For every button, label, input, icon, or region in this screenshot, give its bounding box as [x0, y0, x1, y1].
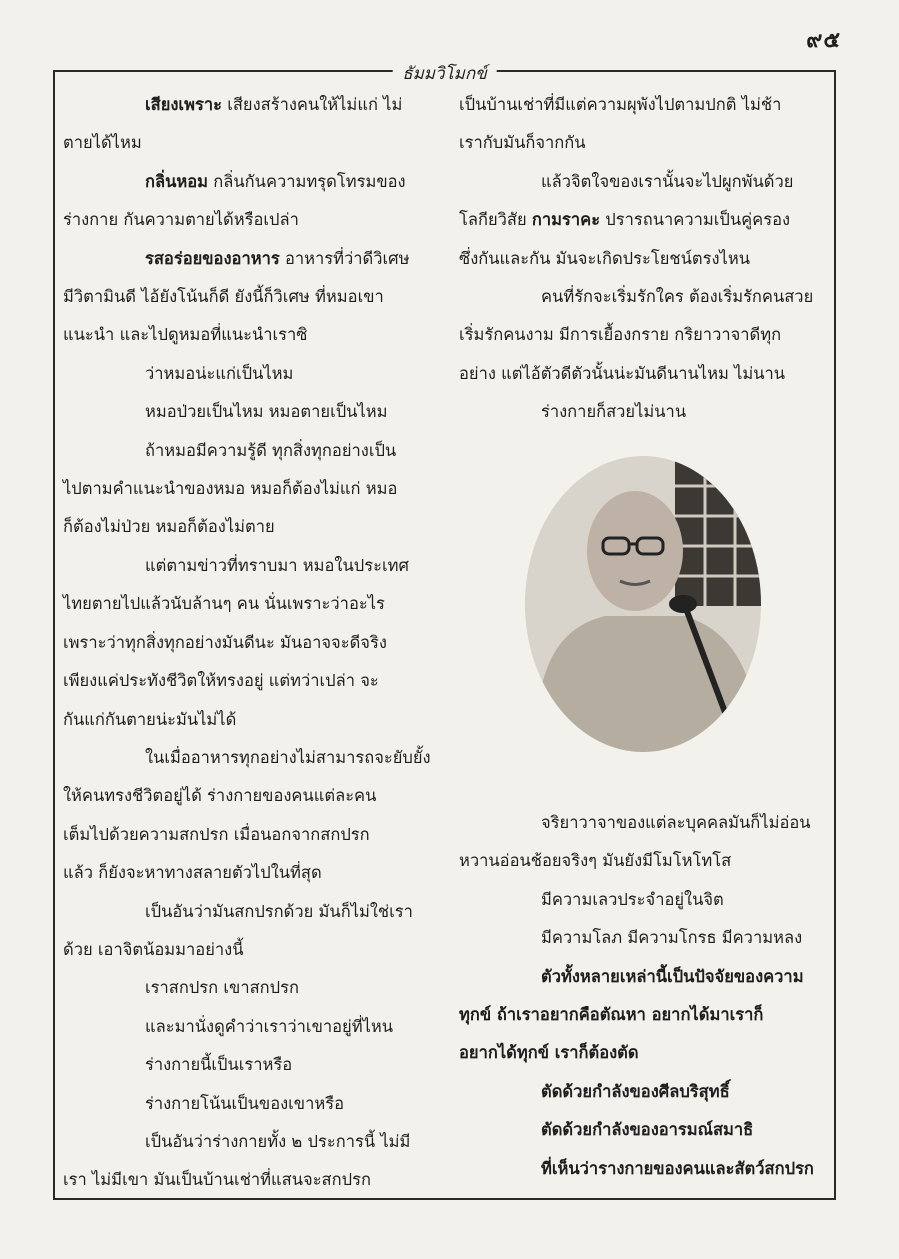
text-span: หมอป่วยเป็นไหม หมอตายเป็นไหม	[145, 402, 388, 422]
text-span: ร่างกายก็สวยไม่นาน	[541, 402, 687, 422]
text-line	[459, 1073, 831, 1111]
text-line	[63, 278, 441, 316]
text-span: ปรารถนาความเป็นคู่ครอง	[600, 210, 791, 230]
text-line	[63, 893, 441, 931]
text-span: โลกียวิสัย	[459, 210, 532, 230]
text-span: ก็ต้องไม่ป่วย หมอก็ต้องไม่ตาย	[63, 517, 275, 537]
text-line	[459, 163, 831, 201]
text-line	[63, 355, 441, 393]
text-line	[459, 316, 831, 354]
bold-term: ทุกข์ ถ้าเราอยากคือตัณหา อยากได้มาเราก็	[459, 1005, 764, 1025]
text-line	[459, 355, 831, 393]
text-span: แล้วจิตใจของเรานั้นจะไปผูกพันด้วย	[541, 171, 794, 191]
text-span: มีความโลภ มีความโกรธ มีความหลง	[541, 928, 803, 948]
text-line	[459, 996, 831, 1034]
text-line	[63, 1046, 441, 1084]
text-span: เรา ไม่มีเขา มันเป็นบ้านเช่าที่แสนจะสกปรก	[63, 1170, 371, 1190]
text-line	[459, 124, 831, 162]
text-span: เต็มไปด้วยความสกปรก เมื่อนอกจากสกปรก	[63, 824, 370, 844]
text-line	[63, 701, 441, 739]
text-span: ด้วย เอาจิตน้อมมาอย่างนี้	[63, 939, 244, 959]
text-line	[63, 624, 441, 662]
text-span: และมานั่งดูคำว่าเราว่าเขาอยู่ที่ไหน	[145, 1016, 394, 1036]
bold-term: กลิ่นหอม	[145, 171, 209, 191]
bold-term: เสียงเพราะ	[145, 95, 222, 114]
text-span: ร่างกาย กันความตายได้หรือเปล่า	[63, 210, 299, 230]
text-span: ถ้าหมอมีความรู้ดี ทุกสิ่งทุกอย่างเป็น	[145, 440, 397, 460]
text-line	[63, 547, 441, 585]
text-line	[63, 1123, 441, 1161]
monk-portrait-image	[525, 456, 761, 752]
bold-term: รสอร่อยของอาหาร	[145, 248, 280, 268]
text-line	[459, 958, 831, 996]
right-column-top	[459, 86, 831, 432]
right-column-bottom	[459, 804, 831, 1188]
text-line	[459, 240, 831, 278]
left-column	[63, 86, 441, 1200]
text-line	[63, 1008, 441, 1046]
bold-term: ตัวทั้งหลายเหล่านี้เป็นปัจจัยของความ	[541, 966, 804, 986]
bold-term: อยากได้ทุกข์ เราก็ต้องตัด	[459, 1043, 639, 1063]
text-span: ว่าหมอน่ะแก่เป็นไหม	[145, 363, 294, 383]
text-span: คนที่รักจะเริ่มรักใคร ต้องเริ่มรักคนสวย	[541, 287, 814, 307]
text-line	[459, 1150, 831, 1188]
text-line	[63, 931, 441, 969]
text-span: แล้ว ก็ยังจะหาทางสลายตัวไปในที่สุด	[63, 863, 322, 883]
text-span: แต่ตามข่าวที่ทราบมา หมอในประเทศ	[145, 555, 409, 575]
text-line	[63, 432, 441, 470]
text-line	[63, 201, 441, 239]
text-line	[459, 86, 831, 124]
text-line	[63, 86, 441, 124]
text-line	[459, 201, 831, 239]
text-line	[63, 969, 441, 1007]
page-number: ๙๕	[806, 28, 841, 53]
text-line	[63, 816, 441, 854]
text-span: ร่างกายนี้เป็นเราหรือ	[145, 1055, 293, 1075]
text-line	[63, 1085, 441, 1123]
page-frame	[53, 64, 836, 1200]
text-line	[63, 1161, 441, 1199]
text-span: กลิ่นกันความทรุดโทรมของ	[208, 171, 406, 191]
text-line	[459, 1034, 831, 1072]
text-span: ร่างกายโน้นเป็นของเขาหรือ	[145, 1093, 344, 1113]
text-span: เริ่มรักคนงาม มีการเยื้องกราย กริยาวาจาดีทุก	[459, 325, 782, 345]
text-span: เราสกปรก เขาสกปรก	[145, 978, 299, 998]
text-span: ไทยตายไปแล้วนับล้านๆ คน นั่นเพราะว่าอะไร	[63, 594, 385, 614]
text-line	[459, 278, 831, 316]
text-line	[63, 854, 441, 892]
text-span: จริยาวาจาของแต่ละบุคคลมันก็ไม่อ่อน	[541, 813, 811, 832]
text-span: ให้คนทรงชีวิตอยู่ได้ ร่างกายของคนแต่ละคน	[63, 786, 377, 806]
text-line	[63, 316, 441, 354]
text-span: ไปตามคำแนะนำของหมอ หมอก็ต้องไม่แก่ หมอ	[63, 479, 398, 499]
text-line	[63, 585, 441, 623]
text-span: แนะนำ และไปดูหมอที่แนะนำเราซิ	[63, 325, 308, 345]
text-line	[63, 662, 441, 700]
text-span: อย่าง แต่ไอ้ตัวดีตัวนั้นน่ะมันดีนานไหม ไม่นาน	[459, 363, 786, 383]
text-span: อาหารที่ว่าดีวิเศษ	[279, 248, 410, 268]
text-line	[459, 804, 831, 842]
text-span: มีวิตามินดี ไอ้ยังโน้นก็ดี ยังนี้ก็วิเศษ ที่หมอเขา	[63, 287, 384, 307]
text-line	[459, 881, 831, 919]
text-line	[63, 508, 441, 546]
text-line	[63, 777, 441, 815]
text-line	[63, 124, 441, 162]
bold-term: ตัดด้วยกำลังของอารมณ์สมาธิ	[541, 1120, 754, 1140]
bold-term: กามราคะ	[531, 210, 601, 230]
text-span: เพียงแค่ประทังชีวิตให้ทรงอยู่ แต่ทว่าเปล่า จะ	[63, 671, 379, 691]
text-span: กันแก่กันตายน่ะมันไม่ได้	[63, 709, 237, 729]
text-span: มีความเลวประจำอยู่ในจิต	[541, 889, 724, 909]
text-line	[63, 393, 441, 431]
bold-term: ที่เห็นว่ารางกายของคนและสัตว์สกปรก	[541, 1158, 814, 1178]
text-span: เป็นอันว่ามันสกปรกด้วย มันก็ไม่ใช่เรา	[145, 901, 413, 921]
text-span: ตายได้ไหม	[63, 133, 142, 153]
text-span: เป็นบ้านเช่าที่มีแต่ความผุพังไปตามปกติ ไม่ช้า	[459, 95, 782, 114]
text-line	[63, 163, 441, 201]
text-span: ซึ่งกันและกัน มันจะเกิดประโยชน์ตรงไหน	[459, 248, 750, 268]
text-span: เป็นอันว่าร่างกายทั้ง ๒ ประการนี้ ไม่มี	[145, 1131, 411, 1151]
text-line	[63, 739, 441, 777]
bold-term: ตัดด้วยกำลังของศีลบริสุทธิ์	[541, 1081, 730, 1101]
text-span: เสียงสร้างคนให้ไม่แก่ ไม่	[221, 95, 403, 114]
text-span: เพราะว่าทุกสิ่งทุกอย่างมันดีนะ มันอาจจะดีจริง	[63, 632, 387, 652]
text-line	[459, 842, 831, 880]
text-line	[459, 919, 831, 957]
text-line	[459, 393, 831, 431]
text-span: หวานอ่อนช้อยจริงๆ มันยังมีโมโหโทโส	[459, 851, 732, 871]
text-span: เรากับมันก็จากกัน	[459, 133, 586, 153]
text-line	[459, 1111, 831, 1149]
monk-portrait-photo	[525, 456, 761, 752]
running-header: ธัมมวิโมกข์	[392, 60, 497, 87]
text-line	[63, 470, 441, 508]
text-span: ในเมื่ออาหารทุกอย่างไม่สามารถจะยับยั้ง	[145, 747, 431, 767]
text-line	[63, 240, 441, 278]
